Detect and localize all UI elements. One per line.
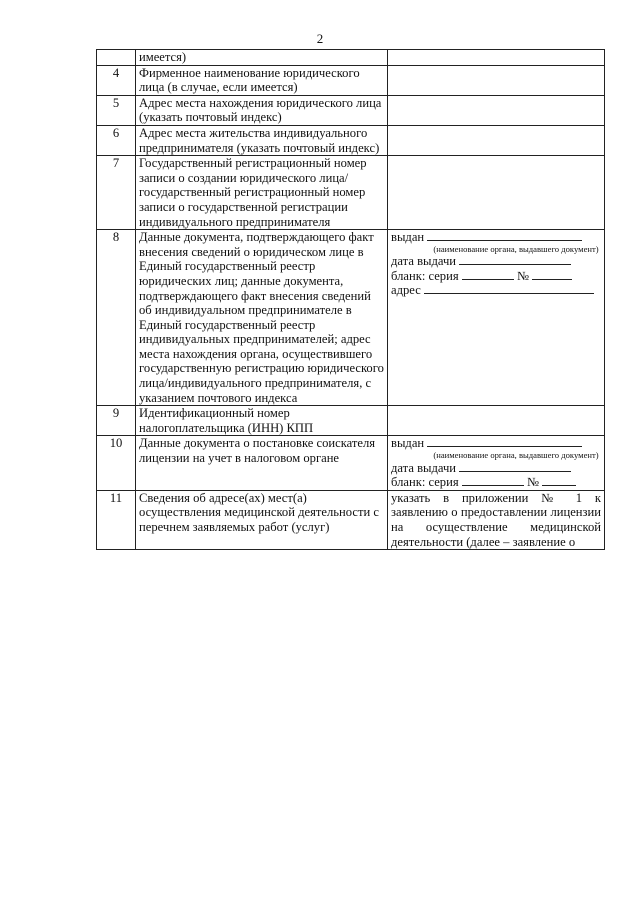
issued-by-row xyxy=(391,436,601,451)
row-number: 6 xyxy=(97,125,136,155)
issued-by-row xyxy=(391,230,601,245)
row-description: Данные документа о постановке соискателя лицензии на учет в налоговом органе xyxy=(136,436,388,490)
number-sign: № xyxy=(516,268,529,283)
row-description: Адрес места жительства индивидуального предпринимателя (указать почтовый индекс) xyxy=(136,125,388,155)
table-row xyxy=(97,406,605,436)
issued-by-input[interactable] xyxy=(427,230,582,241)
row-number: 5 xyxy=(97,95,136,125)
page-number: 2 xyxy=(316,31,324,46)
application-form-table xyxy=(96,49,605,550)
row-description: Государственный регистрационный номер записи о создании юридического лица/ государственный регистрационный номер записи о государственной регистрации индивидуального предпринимателя xyxy=(136,156,388,230)
registry-document-fields xyxy=(388,230,605,406)
row-number: 4 xyxy=(97,65,136,95)
row11-value: указать в приложении № 1 к заявлению о предоставлении лицензии на осуществление медицинской деятельности (далее – заявление о xyxy=(388,490,605,549)
issuer-hint: (наименование органа, выдавшего документ) xyxy=(433,450,599,461)
issue-date-row xyxy=(391,254,601,269)
row-value-field[interactable] xyxy=(388,95,605,125)
row-description: Адрес места нахождения юридического лица (указать почтовый индекс) xyxy=(136,95,388,125)
row-description: Сведения об адресе(ах) мест(а) осуществления медицинской деятельности с перечнем заявляемых работ (услуг) xyxy=(136,490,388,549)
row-description: имеется) xyxy=(136,50,388,66)
row-description: Фирменное наименование юридического лица (в случае, если имеется) xyxy=(136,65,388,95)
table-row xyxy=(97,125,605,155)
issue-date-input[interactable] xyxy=(459,254,571,265)
issue-date-label: дата выдачи xyxy=(391,254,457,269)
row-description: Данные документа, подтверждающего факт внесения сведений о юридическом лице в Единый государственный реестр юридических лиц; данные документа, подтверждающего факт внесения сведений об индивидуальном предпринимателе в Единый государственный реестр индивидуальных предпринимателей; адрес места нахождения органа, осуществившего государственную регистрацию юридического лица/индивидуального предпринимателя, с указанием почтового индекса xyxy=(136,230,388,406)
issued-by-input[interactable] xyxy=(427,436,582,447)
form-number-input[interactable] xyxy=(542,475,576,486)
form-series-input[interactable] xyxy=(462,269,514,280)
issue-date-row xyxy=(391,461,601,476)
form-series-input[interactable] xyxy=(462,475,524,486)
row-value-field[interactable] xyxy=(388,50,605,66)
table-row xyxy=(97,490,605,549)
row-value-field[interactable] xyxy=(388,156,605,230)
row-value-field[interactable] xyxy=(388,125,605,155)
row-description: Идентификационный номер налогоплательщика (ИНН) КПП xyxy=(136,406,388,436)
row-number: 9 xyxy=(97,406,136,436)
row-number xyxy=(97,50,136,66)
form-series-label: бланк: серия xyxy=(391,475,459,490)
table-row xyxy=(97,156,605,230)
form-series-row xyxy=(391,269,601,284)
table-row xyxy=(97,436,605,490)
form-series-row xyxy=(391,475,601,490)
tax-document-fields xyxy=(388,436,605,490)
row-value-field[interactable] xyxy=(388,65,605,95)
row-number: 11 xyxy=(97,490,136,549)
address-row xyxy=(391,283,601,298)
issue-date-label: дата выдачи xyxy=(391,460,457,475)
table-row xyxy=(97,230,605,406)
address-input[interactable] xyxy=(424,283,594,294)
row-number: 8 xyxy=(97,230,136,406)
issuer-hint: (наименование органа, выдавшего документ) xyxy=(433,243,599,254)
table-row xyxy=(97,50,605,66)
issue-date-input[interactable] xyxy=(459,461,571,472)
form-number-input[interactable] xyxy=(532,269,572,280)
row-value-field[interactable] xyxy=(388,406,605,436)
address-label: адрес xyxy=(391,283,421,298)
row-number: 7 xyxy=(97,156,136,230)
form-series-label: бланк: серия xyxy=(391,268,459,283)
issued-by-label: выдан xyxy=(391,230,425,245)
table-row xyxy=(97,95,605,125)
issued-by-label: выдан xyxy=(391,436,425,451)
number-sign: № xyxy=(526,475,539,490)
table-row xyxy=(97,65,605,95)
row-number: 10 xyxy=(97,436,136,490)
